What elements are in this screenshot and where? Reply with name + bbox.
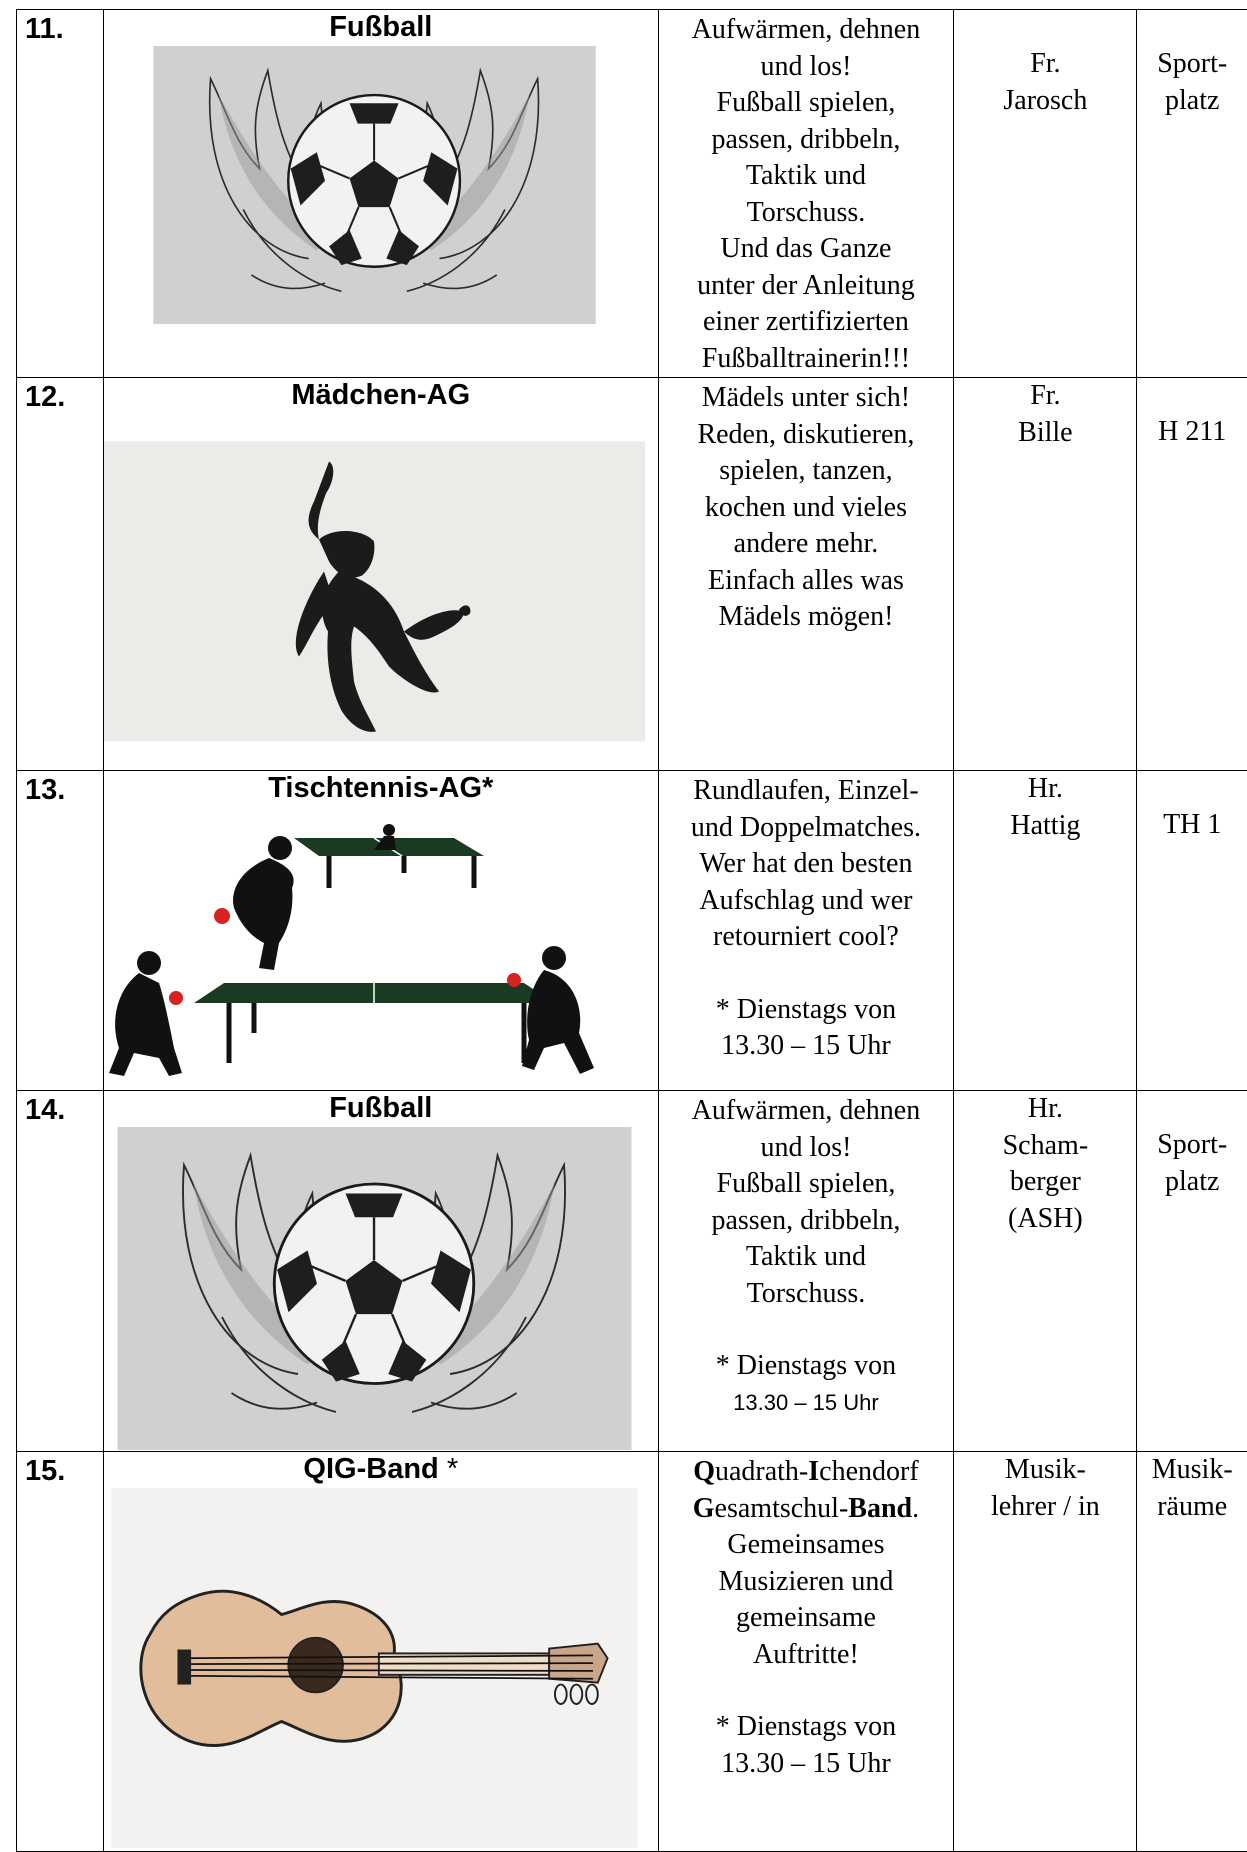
- description-line: * Dienstags von: [659, 992, 954, 1029]
- description-line: * Dienstags von: [659, 1348, 954, 1385]
- description-rich-line: [659, 1454, 954, 1491]
- description-line: Taktik und: [659, 158, 954, 195]
- description-cell: [658, 10, 954, 378]
- description-line: andere mehr.: [659, 526, 954, 563]
- activity-title: Mädchen-AG: [104, 378, 658, 414]
- text-fragment: esamtschul-: [715, 1493, 849, 1524]
- description-line: 13.30 – 15 Uhr: [659, 1746, 954, 1783]
- ag-table: [16, 9, 1247, 1852]
- table-row: [17, 771, 1247, 1091]
- activity-title: Fußball: [104, 1091, 658, 1127]
- description-line: Torschuss.: [659, 195, 954, 232]
- description-line: unter der Anleitung: [659, 268, 954, 305]
- activity-title: Fußball: [104, 10, 658, 46]
- teacher-line: Fr.: [954, 46, 1136, 83]
- bold-word: Band: [848, 1493, 912, 1524]
- teacher-cell: [954, 1452, 1137, 1852]
- description-rich-line: [659, 1491, 954, 1528]
- description-line: und los!: [659, 1130, 954, 1167]
- activity-cell: [103, 378, 658, 771]
- description-line: Wer hat den besten: [659, 846, 954, 883]
- room-cell: [1137, 1452, 1247, 1852]
- initial-letter: I: [808, 1456, 819, 1487]
- description-line: passen, dribbeln,: [659, 122, 954, 159]
- description-line: kochen und vieles: [659, 490, 954, 527]
- teacher-line: Hr.: [954, 1091, 1136, 1128]
- description-line: und Doppelmatches.: [659, 810, 954, 847]
- description-line: Aufwärmen, dehnen: [659, 12, 954, 49]
- teacher-line: Bille: [954, 415, 1136, 452]
- room-line: platz: [1137, 1164, 1247, 1201]
- text-fragment: uadrath-: [715, 1456, 808, 1487]
- description-line: 13.30 – 15 Uhr: [659, 1028, 954, 1065]
- room-cell: [1137, 378, 1247, 771]
- room-line: H 211: [1137, 414, 1247, 451]
- description-line: und los!: [659, 49, 954, 86]
- room-line: platz: [1137, 83, 1247, 120]
- room-line: Sport-: [1137, 1127, 1247, 1164]
- teacher-line: (ASH): [954, 1201, 1136, 1238]
- room-line: Musik-: [1137, 1452, 1247, 1489]
- teacher-line: Fr.: [954, 378, 1136, 415]
- description-spacer: [659, 1312, 954, 1348]
- row-number: 14.: [17, 1091, 104, 1452]
- room-line: TH 1: [1137, 807, 1247, 844]
- activity-cell: [103, 10, 658, 378]
- guitar-image: [104, 1488, 645, 1848]
- description-line: einer zertifizierten: [659, 304, 954, 341]
- description-line: Aufschlag und wer: [659, 883, 954, 920]
- description-cell: [658, 771, 954, 1091]
- teacher-line: lehrer / in: [954, 1489, 1136, 1526]
- activity-cell: [103, 1452, 658, 1852]
- table-tennis-image: [104, 807, 645, 1089]
- activity-cell: [103, 1091, 658, 1452]
- description-line: Gemeinsames: [659, 1527, 954, 1564]
- description-line: gemeinsame: [659, 1600, 954, 1637]
- text-fragment: .: [912, 1493, 919, 1524]
- teacher-cell: [954, 10, 1137, 378]
- teacher-cell: [954, 771, 1137, 1091]
- description-cell: [658, 1091, 954, 1452]
- room-cell: [1137, 10, 1247, 378]
- description-cell: [658, 1452, 954, 1852]
- table-row: [17, 378, 1247, 771]
- dancing-girl-image: [104, 414, 645, 769]
- text-fragment: chendorf: [819, 1456, 919, 1487]
- description-line: Reden, diskutieren,: [659, 417, 954, 454]
- initial-letter: Q: [693, 1456, 715, 1487]
- teacher-line: Scham-: [954, 1128, 1136, 1165]
- activity-cell: [103, 771, 658, 1091]
- teacher-line: Hattig: [954, 808, 1136, 845]
- row-number: 11.: [17, 10, 104, 378]
- teacher-cell: [954, 378, 1137, 771]
- description-spacer: [659, 1673, 954, 1709]
- row-number: 15.: [17, 1452, 104, 1852]
- description-line: Und das Ganze: [659, 231, 954, 268]
- soccer-ball-with-wings-image: [104, 1127, 645, 1450]
- teacher-line: Hr.: [954, 771, 1136, 808]
- row-number: 13.: [17, 771, 104, 1091]
- description-line: Fußballtrainerin!!!: [659, 341, 954, 378]
- description-line: Mädels unter sich!: [659, 380, 954, 417]
- table-row: [17, 1452, 1247, 1852]
- teacher-line: Musik-: [954, 1452, 1136, 1489]
- description-line: passen, dribbeln,: [659, 1203, 954, 1240]
- room-line: Sport-: [1137, 46, 1247, 83]
- description-cell: [658, 378, 954, 771]
- teacher-line: Jarosch: [954, 83, 1136, 120]
- description-line: retourniert cool?: [659, 919, 954, 956]
- table-row: [17, 10, 1247, 378]
- description-line: Fußball spielen,: [659, 1166, 954, 1203]
- room-cell: [1137, 1091, 1247, 1452]
- activity-title: [104, 1452, 658, 1488]
- description-line: Einfach alles was: [659, 563, 954, 600]
- activity-title-suffix: *: [439, 1453, 458, 1485]
- description-line: * Dienstags von: [659, 1709, 954, 1746]
- description-spacer: [659, 956, 954, 992]
- description-line: 13.30 – 15 Uhr: [659, 1385, 954, 1422]
- description-line: Auftritte!: [659, 1637, 954, 1674]
- description-line: Aufwärmen, dehnen: [659, 1093, 954, 1130]
- description-line: Torschuss.: [659, 1276, 954, 1313]
- description-line: Mädels mögen!: [659, 599, 954, 636]
- table-row: [17, 1091, 1247, 1452]
- activity-title-text: QIG-Band: [303, 1453, 438, 1485]
- room-line: räume: [1137, 1489, 1247, 1526]
- description-line: Fußball spielen,: [659, 85, 954, 122]
- initial-letter: G: [693, 1493, 715, 1524]
- description-line: Rundlaufen, Einzel-: [659, 773, 954, 810]
- description-line: Taktik und: [659, 1239, 954, 1276]
- row-number: 12.: [17, 378, 104, 771]
- description-line: spielen, tanzen,: [659, 453, 954, 490]
- room-cell: [1137, 771, 1247, 1091]
- activity-title: Tischtennis-AG*: [104, 771, 658, 807]
- teacher-cell: [954, 1091, 1137, 1452]
- teacher-line: berger: [954, 1164, 1136, 1201]
- description-line: Musizieren und: [659, 1564, 954, 1601]
- soccer-ball-with-wings-image: [104, 46, 645, 324]
